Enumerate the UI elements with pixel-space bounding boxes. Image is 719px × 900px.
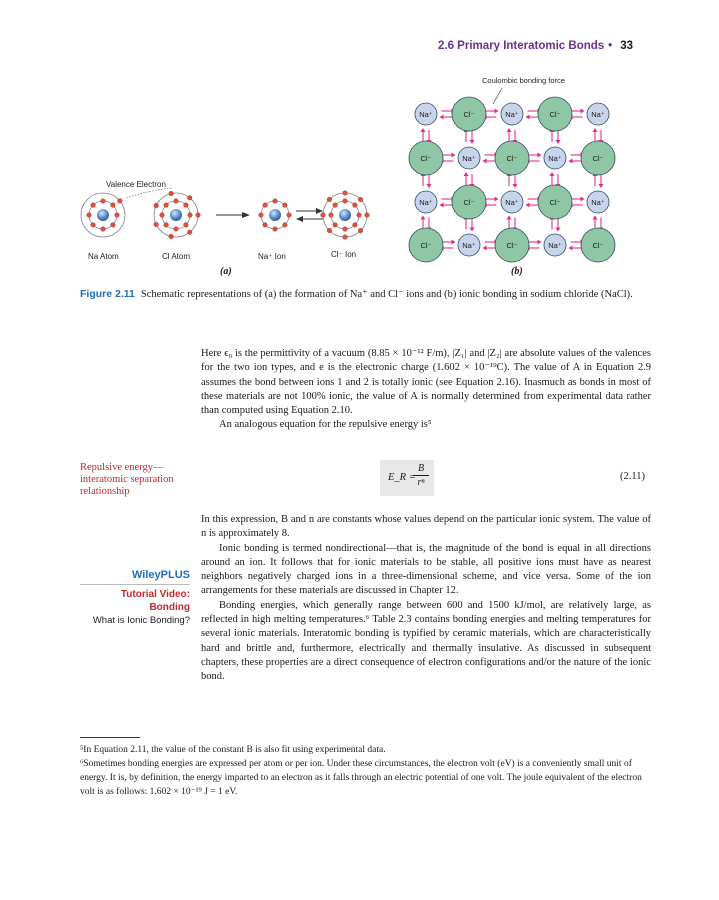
na-ion-label: Na⁺	[462, 153, 476, 163]
paragraph-permittivity: Here ϵ₀ is the permittivity of a vacuum (8.85 × 10⁻¹² F/m), |Z₁| and |Z₂| are absolute values of the valences for the two ion types, and e is the electronic charge (1.602 × 10⁻¹⁹C). The value of A in Equation 2.9 assumes the bond between ions 1 and 2 is totally ionic (see Equation 2.16). Inasmuch as bonds in most of these materials are not 100% ionic, the value of A is normally determined from experimental data rather than computed using Equation 2.10.	[201, 348, 651, 417]
cl-ion-label: Cl⁻	[463, 109, 475, 119]
bond-arrow	[507, 128, 512, 132]
cl-ion-label: Cl⁻	[420, 153, 432, 163]
na-ion-label: Na⁺	[505, 109, 519, 119]
lattice-ions	[409, 97, 615, 262]
figure-caption-text: Schematic representations of (a) the formation of Na⁺ and Cl⁻ ions and (b) ionic bonding in sodium chloride (NaCl).	[140, 289, 633, 300]
na-ion-label: Na⁺	[419, 197, 433, 207]
paragraph-bonding-energies: Bonding energies, which generally range between 600 and 1500 kJ/mol, are relatively large, as reflected in high melting temperatures.⁶ Table 2.3 contains bonding energies and melting temperatures for several ionic materials. Interatomic bonding is typified by ceramic materials, which are characteristically hard and brittle and, furthermore, electrically and thermally insulative. As discussed in subsequent chapters, these properties are a direct consequence of electron configurations and/or the nature of the ionic bond.	[201, 599, 651, 683]
bond-arrow	[550, 172, 555, 176]
na-ion-label: Na⁺	[591, 109, 605, 119]
bond-arrow	[483, 159, 487, 164]
equation-lhs: E_R =	[388, 472, 416, 483]
bond-arrow	[593, 128, 598, 132]
cl-ion-label: Cl⁻	[549, 197, 561, 207]
figure-caption-number: Figure 2.11	[80, 288, 135, 300]
cl-ion-label: Cl⁻ Ion	[331, 250, 357, 259]
bond-arrow	[440, 115, 444, 120]
cl-ion-label: Cl⁻	[506, 240, 518, 250]
margin-note-repulsive-energy: Repulsive energy—interatomic separation relationship	[80, 462, 174, 497]
bond-arrow	[421, 216, 426, 220]
valence-electron-label: Valence Electron	[106, 180, 166, 189]
body-text-top	[201, 347, 651, 433]
cl-atom-label: Cl Atom	[162, 252, 191, 261]
coulombic-pointer	[493, 88, 502, 104]
equation-2-11	[380, 460, 434, 496]
paragraph-repulsive-intro: An analogous equation for the repulsive energy is⁵	[219, 419, 432, 431]
section-title: 2.6 Primary Interatomic Bonds	[438, 40, 605, 52]
cl-ion-label: Cl⁻	[506, 153, 518, 163]
bond-arrow	[526, 115, 530, 120]
tutorial-video-question[interactable]: What is Ionic Bonding?	[92, 615, 190, 626]
bond-arrow	[569, 246, 573, 251]
cl-ion-label: Cl⁻	[592, 240, 604, 250]
figure-part-b-label: (b)	[511, 266, 523, 277]
equation-numerator: B	[417, 463, 425, 474]
equation-denominator: rⁿ	[417, 477, 425, 488]
bond-arrow	[421, 128, 426, 132]
bond-arrow	[581, 109, 585, 114]
bond-arrow	[483, 246, 487, 251]
na-ion-label: Na⁺	[505, 197, 519, 207]
equation-number: (2.11)	[620, 471, 645, 482]
na-ion-label: Na⁺	[462, 240, 476, 250]
bond-arrow	[464, 172, 469, 176]
wileyplus-brand: WileyPLUS	[80, 569, 190, 585]
na-ion-label: Na⁺	[548, 240, 562, 250]
coulombic-bonding-force-label: Coulombic bonding force	[482, 76, 565, 85]
bond-arrow	[452, 240, 456, 245]
bond-arrow	[427, 184, 432, 188]
na-atom-label: Na Atom	[88, 252, 119, 261]
bond-arrow	[495, 109, 499, 114]
cl-ion-label: Cl⁻	[592, 153, 604, 163]
cl-ion-label: Cl⁻	[463, 197, 475, 207]
bond-arrow	[495, 197, 499, 202]
figure-part-a-label: (a)	[220, 266, 232, 277]
paragraph-constants: In this expression, B and n are constants whose values depend on the particular ionic system. The value of n is approximately 8.	[201, 514, 651, 540]
bond-arrow	[470, 228, 475, 232]
header-separator: •	[608, 40, 613, 52]
bond-arrow	[556, 140, 561, 144]
figure-caption	[80, 287, 655, 302]
bond-arrow	[593, 216, 598, 220]
bond-arrow	[538, 240, 542, 245]
bond-arrow	[526, 203, 530, 208]
bond-arrow	[452, 153, 456, 158]
cl-ion-label: Cl⁻	[420, 240, 432, 250]
footnotes	[80, 743, 652, 799]
page-number: 33	[620, 40, 633, 52]
bond-arrow	[513, 184, 518, 188]
nacl-lattice-diagram	[0, 0, 719, 270]
na-ion-label: Na⁺	[591, 197, 605, 207]
bond-arrow	[556, 228, 561, 232]
na-ion-label: Na⁺	[548, 153, 562, 163]
bond-arrow	[507, 216, 512, 220]
na-ion-label: Na⁺	[419, 109, 433, 119]
equation-fraction	[413, 463, 429, 488]
tutorial-video-link[interactable]: Tutorial Video: Bonding	[120, 589, 190, 613]
paragraph-nondirectional: Ionic bonding is termed nondirectional—that is, the magnitude of the bond is equal in all directions around an ion. It follows that for ionic materials to be stable, all positive ions must have as nearest neighbors negatively charged ions in a three-dimensional scheme, and vice versa. Some of the ion arrangements for these materials are discussed in Chapter 12.	[201, 542, 651, 597]
bond-arrow	[581, 197, 585, 202]
footnote-rule	[80, 737, 140, 738]
bond-arrow	[470, 140, 475, 144]
na-ion-label: Na⁺ Ion	[258, 252, 286, 261]
cl-ion-label: Cl⁻	[549, 109, 561, 119]
footnote-5: ⁵In Equation 2.11, the value of the constant B is also fit using experimental data.	[80, 745, 386, 755]
footnote-6: ⁶Sometimes bonding energies are expressed per atom or per ion. Under these circumstances, the electron volt (eV) is a conveniently small unit of energy. It is, by definition, the energy imparted to an electron as it falls through an electric potential of one volt. The joule equivalent of the electron volt is as follows: 1.602 × 10⁻¹⁹ J = 1 eV.	[80, 759, 642, 797]
bond-arrow	[599, 184, 604, 188]
body-text-bottom	[201, 513, 651, 685]
bond-arrow	[569, 159, 573, 164]
wileyplus-sidebar	[80, 569, 190, 627]
bond-arrow	[440, 203, 444, 208]
bond-arrow	[538, 153, 542, 158]
fraction-bar	[413, 475, 429, 476]
